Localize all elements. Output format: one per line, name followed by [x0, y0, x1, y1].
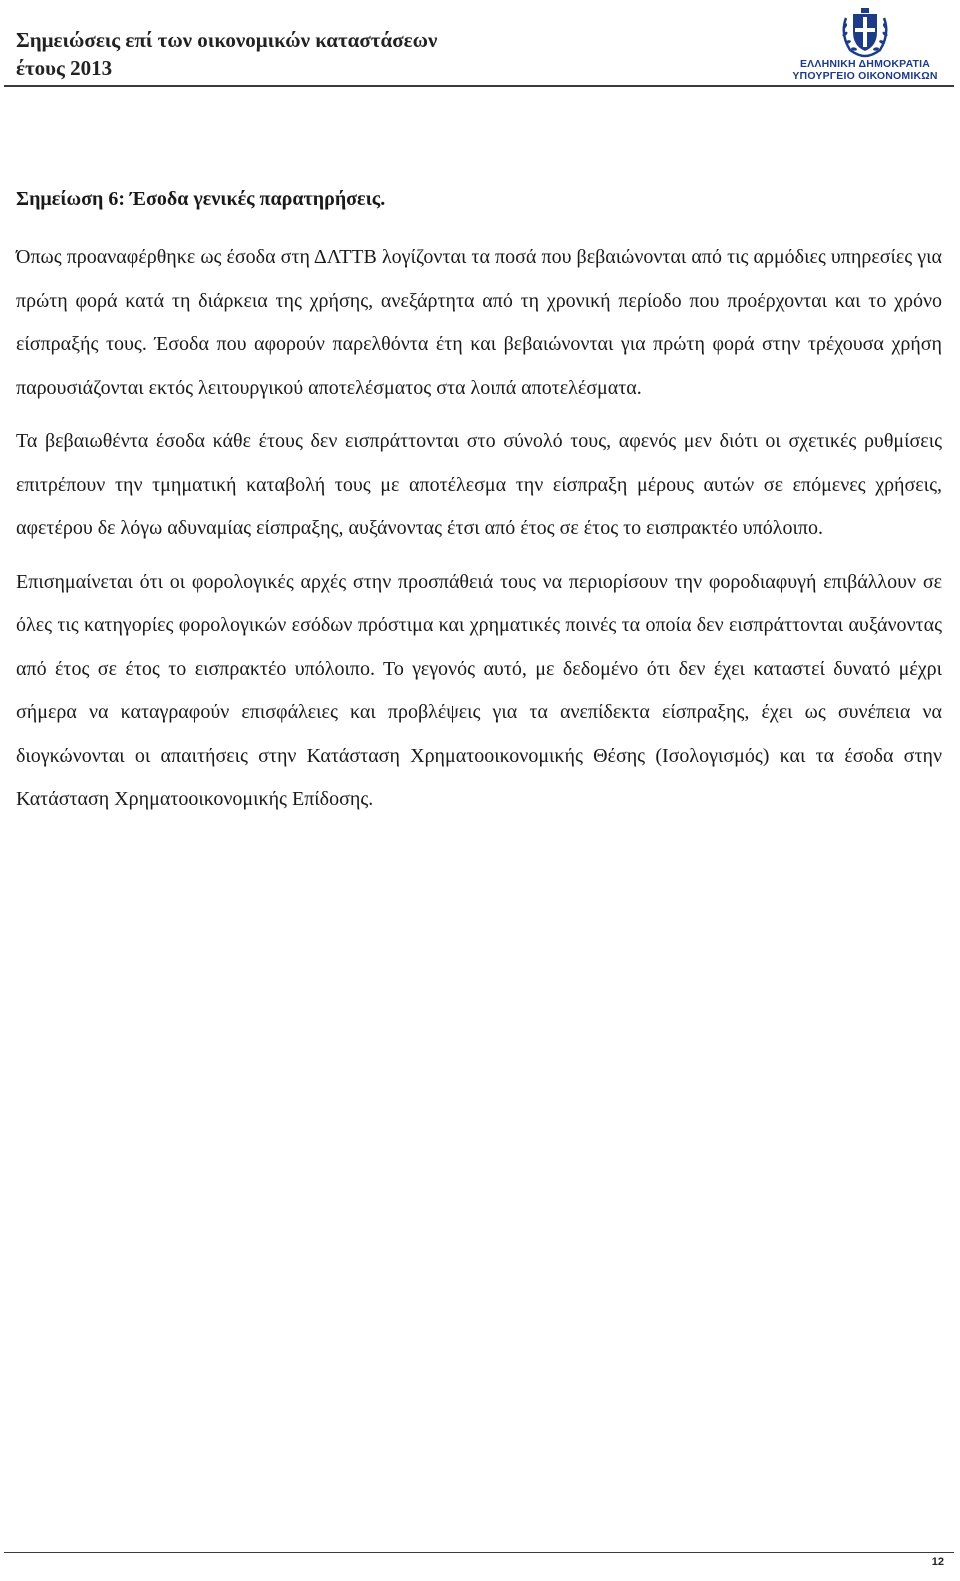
- document-title: [16, 26, 437, 82]
- paragraph-1: Όπως προαναφέρθηκε ως έσοδα στη ΔΛΤΤΒ λογίζονται τα ποσά που βεβαιώνονται από τις αρμόδιες υπηρεσίες για πρώτη φορά κατά τη διάρκεια της χρήσης, ανεξάρτητα από τη χρονική περίοδο που προέρχονται και το χρόνο είσπραξής τους. Έσοδα που αφορούν παρελθόντα έτη και βεβαιώνονται για πρώτη φορά στην τρέχουσα χρήση παρουσιάζονται εκτός λειτουργικού αποτελέσματος στα λοιπά αποτελέσματα.: [16, 246, 942, 399]
- logo-text-line1: ΕΛΛΗΝΙΚΗ ΔΗΜΟΚΡΑΤΙΑ: [799, 58, 931, 70]
- paragraph-3: Επισημαίνεται ότι οι φορολογικές αρχές στην προσπάθειά τους να περιορίσουν την φοροδιαφυγή επιβάλλουν σε όλες τις κατηγορίες φορολογικών εσόδων πρόστιμα και χρηματικές ποινές τα οποία δεν εισπράττονται αυξάνοντας από έτος σε έτος το εισπρακτέο υπόλοιπο. Το γεγονός αυτό, με δεδομένο ότι δεν έχει καταστεί δυνατό μέχρι σήμερα να καταγραφούν επισφάλειες και προβλέψεις για τα ανεπίδεκτα είσπραξης, έχει ως συνέπεια να διογκώνονται οι απαιτήσεις στην Κατάσταση Χρηματοοικονομικής Θέσης (Ισολογισμός) και τα έσοδα στην Κατάσταση Χρηματοοικονομικής Επίδοσης.: [16, 570, 942, 810]
- paragraph-2: Τα βεβαιωθέντα έσοδα κάθε έτους δεν εισπράττονται στο σύνολό τους, αφενός μεν διότι οι σχετικές ρυθμίσεις επιτρέπουν την τμηματική καταβολή τους με αποτέλεσμα την είσπραξη μέρους αυτών σε επόμενες χρήσεις, αφετέρου δε λόγω αδυναμίας είσπραξης, αυξάνοντας έτσι από έτος σε έτος το εισπρακτέο υπόλοιπο.: [16, 430, 942, 539]
- greek-coat-of-arms-icon: [836, 6, 894, 58]
- ministry-logo: [790, 6, 950, 82]
- document-body: [16, 182, 942, 832]
- document-title-line1: Σημειώσεις επί των οικονομικών καταστάσεων: [16, 28, 438, 52]
- footer-divider: [4, 1552, 954, 1553]
- header-divider: [4, 85, 954, 87]
- page-number: 12: [931, 1556, 944, 1568]
- document-title-line2: έτους 2013: [16, 56, 113, 80]
- page-header: [0, 0, 960, 88]
- logo-text-line2: ΥΠΟΥΡΓΕΙΟ ΟΙΚΟΝΟΜΙΚΩΝ: [792, 70, 938, 82]
- section-heading: Σημείωση 6: Έσοδα γενικές παρατηρήσεις.: [16, 188, 386, 210]
